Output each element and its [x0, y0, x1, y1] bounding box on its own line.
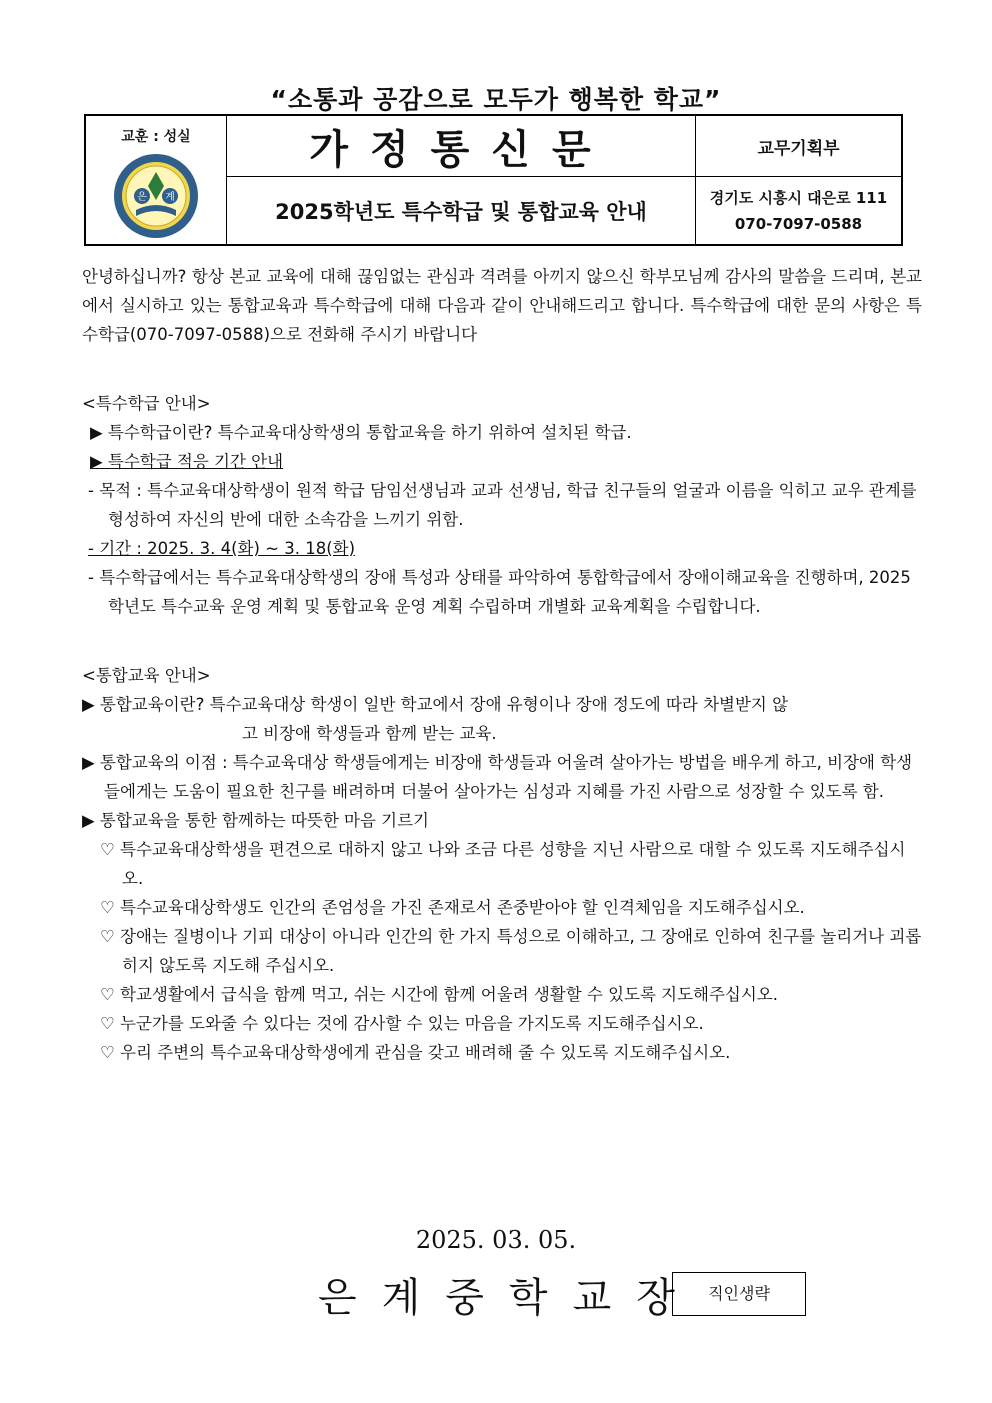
inclusive-benefit: ▶ 통합교육의 이점 : 특수교육대상 학생들에게는 비장애 학생들과 어울려 살아가는 방법을 배우게 하고, 비장애 학생들에게는 도움이 필요한 친구를 배려하며 더불어 살아가는 심성과 지혜를 가진 사람으로 성장할 수 있도록 함. — [82, 753, 913, 801]
inclusive-section-title: <통합교육 안내> — [82, 666, 211, 685]
special-class-plan: - 특수학급에서는 특수교육대상학생의 장애 특성과 상태를 파악하여 통합학급에서 장애이해교육을 진행하며, 2025학년도 특수교육 운영 계획 및 통합교육 운영 계획 수립하며 개별화 교육계획을 수립합니다. — [88, 568, 911, 616]
school-motto-label: 교훈 : 성실 — [121, 129, 191, 145]
special-class-definition: ▶ 특수학급이란? 특수교육대상학생의 통합교육을 하기 위하여 설치된 학급. — [90, 423, 632, 442]
emblem-right-char: 계 — [165, 192, 175, 203]
guide-item: ♡ 장애는 질병이나 기피 대상이 아니라 인간의 한 가지 특성으로 이해하고, 그 장애로 인하여 친구를 놀리거나 괴롭히지 않도록 지도해 주십시오. — [100, 927, 922, 975]
inclusive-definition-line1: ▶ 통합교육이란? 특수교육대상 학생이 일반 학교에서 장애 유형이나 장애 정도에 따라 차별받지 않 — [82, 695, 789, 714]
school-motto-heading: “소통과 공감으로 모두가 행복한 학교” — [270, 85, 722, 114]
school-phone: 070-7097-0588 — [734, 214, 863, 233]
school-address: 경기도 시흥시 대은로 111 — [709, 188, 888, 207]
special-class-section-title: <특수학급 안내> — [82, 394, 211, 413]
document-title: 가정통신문 — [227, 115, 696, 177]
adaptation-period-heading: ▶ 특수학급 적응 기간 안내 — [90, 452, 284, 471]
guide-item: ♡ 우리 주변의 특수교육대상학생에게 관심을 갖고 배려해 줄 수 있도록 지도해주십시오. — [100, 1043, 731, 1062]
school-contact — [696, 177, 903, 246]
intro-paragraph: 안녕하십니까? 항상 본교 교육에 대해 끊임없는 관심과 격려를 아끼지 않으신 학부모님께 감사의 말씀을 드리며, 본교에서 실시하고 있는 통합교육과 특수학급에 대해 다음과 같이 안내해드리고 합니다. 특수학급에 대한 문의 사항은 특수학급(070-7097-0588)으로 전화해 주시기 바랍니다 — [82, 267, 922, 344]
adaptation-period-dates: - 기간 : 2025. 3. 4(화) ~ 3. 18(화) — [88, 539, 356, 558]
school-logo-cell — [85, 115, 227, 245]
guide-item: ♡ 누군가를 도와줄 수 있다는 것에 감사할 수 있는 마음을 가지도록 지도해주십시오. — [100, 1014, 704, 1033]
guide-item: ♡ 특수교육대상학생도 인간의 존엄성을 가진 존재로서 존중받아야 할 인격체임을 지도해주십시오. — [100, 898, 805, 917]
inclusive-definition-line2: 고 비장애 학생들과 함께 받는 교육. — [242, 724, 497, 743]
principal-signature: 은계중학교장 — [318, 1275, 700, 1321]
warm-heart-heading: ▶ 통합교육을 통한 함께하는 따뜻한 마음 기르기 — [82, 811, 429, 830]
department-name: 교무기획부 — [696, 115, 903, 177]
letter-header-table — [84, 114, 903, 246]
letter-body — [82, 262, 922, 1067]
emblem-left-char: 은 — [137, 192, 147, 203]
guide-item: ♡ 특수교육대상학생을 편견으로 대하지 않고 나와 조금 다른 성향을 지닌 사람으로 대할 수 있도록 지도해주십시오. — [100, 840, 906, 888]
guide-item: ♡ 학교생활에서 급식을 함께 먹고, 쉬는 시간에 함께 어울려 생활할 수 있도록 지도해주십시오. — [100, 985, 778, 1004]
school-emblem-icon — [112, 152, 200, 240]
seal-omitted-box: 직인생략 — [672, 1272, 806, 1316]
adaptation-purpose: - 목적 : 특수교육대상학생이 원적 학급 담임선생님과 교과 선생님, 학급 친구들의 얼굴과 이름을 익히고 교우 관계를 형성하여 자신의 반에 대한 소속감을 느끼기 위함. — [88, 481, 917, 529]
issue-date: 2025. 03. 05. — [415, 1226, 577, 1254]
document-subtitle: 2025학년도 특수학급 및 통합교육 안내 — [227, 177, 696, 246]
